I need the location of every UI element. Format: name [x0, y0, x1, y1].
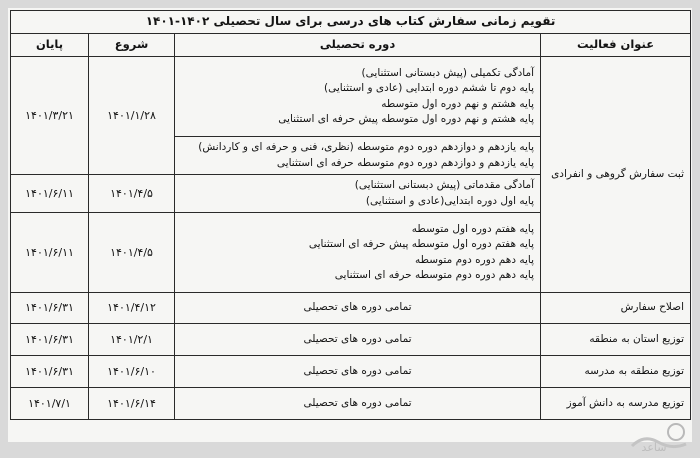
- course-cell: تمامی دوره های تحصیلی: [175, 388, 541, 420]
- end-date: ۱۴۰۱/۷/۱: [11, 388, 89, 420]
- document-sheet: [8, 8, 692, 442]
- header-start: شروع: [89, 34, 175, 57]
- start-date: ۱۴۰۱/۶/۱۴: [89, 388, 175, 420]
- course-line: پایه دهم دوره دوم متوسطه حرفه ای استثنایی: [334, 269, 535, 281]
- course-cell: [175, 137, 541, 175]
- header-course: دوره تحصیلی: [175, 34, 541, 57]
- table-row: [11, 388, 691, 420]
- start-date: ۱۴۰۱/۴/۵: [89, 213, 175, 293]
- start-date: ۱۴۰۱/۴/۵: [89, 175, 175, 213]
- course-line: آمادگی تکمیلی (پیش دبستانی استثنایی): [361, 66, 535, 79]
- course-cell: [175, 57, 541, 137]
- course-line: پایه یازدهم و دوازدهم دوره دوم متوسطه (نظری، فنی و حرفه ای و کاردانش): [198, 141, 535, 153]
- activity-cell: توزیع استان به منطقه: [541, 324, 691, 356]
- course-line: پایه اول دوره ابتدایی(عادی و استثنایی): [365, 194, 535, 207]
- end-date: ۱۴۰۱/۶/۳۱: [11, 324, 89, 356]
- course-line: پایه هشتم و نهم دوره اول متوسطه: [381, 97, 535, 110]
- course-cell: تمامی دوره های تحصیلی: [175, 356, 541, 388]
- activity-cell: توزیع مدرسه به دانش آموز: [541, 388, 691, 420]
- table-row: [11, 356, 691, 388]
- title-row: [11, 11, 691, 34]
- activity-cell: توزیع منطقه به مدرسه: [541, 356, 691, 388]
- start-date: ۱۴۰۱/۱/۲۸: [89, 57, 175, 175]
- course-line: پایه هفتم دوره اول متوسطه: [411, 222, 535, 235]
- course-line: پایه دوم تا ششم دوره ابتدایی (عادی و استثنایی): [323, 82, 535, 94]
- end-date: ۱۴۰۱/۶/۳۱: [11, 293, 89, 324]
- watermark-logo: [624, 420, 694, 454]
- end-date: ۱۴۰۱/۶/۳۱: [11, 356, 89, 388]
- header-end: پایان: [11, 34, 89, 57]
- table-row: [11, 324, 691, 356]
- course-line: آمادگی مقدماتی (پیش دبستانی استثنایی): [354, 179, 535, 191]
- header-activity: عنوان فعالیت: [541, 34, 691, 57]
- start-date: ۱۴۰۱/۶/۱۰: [89, 356, 175, 388]
- table-title: تقویم زمانی سفارش کتاب های درسی برای سال تحصیلی ۱۴۰۲-۱۴۰۱: [11, 11, 691, 34]
- table-row: [11, 57, 691, 137]
- start-date: ۱۴۰۱/۴/۱۲: [89, 293, 175, 324]
- course-cell: [175, 213, 541, 293]
- schedule-table: [10, 10, 691, 420]
- course-cell: تمامی دوره های تحصیلی: [175, 324, 541, 356]
- end-date: ۱۴۰۱/۶/۱۱: [11, 175, 89, 213]
- course-line: پایه هفتم دوره اول متوسطه پیش حرفه ای استثنایی: [308, 238, 535, 250]
- header-row: [11, 34, 691, 57]
- course-line: پایه یازدهم و دوازدهم دوره دوم متوسطه حرفه ای استثنایی: [276, 156, 535, 169]
- end-date: ۱۴۰۱/۳/۲۱: [11, 57, 89, 175]
- course-cell: [175, 175, 541, 213]
- course-cell: تمامی دوره های تحصیلی: [175, 293, 541, 324]
- course-line: پایه هشتم و نهم دوره اول متوسطه پیش حرفه ای استثنایی: [278, 113, 535, 125]
- watermark-text: ساعد: [641, 441, 667, 454]
- table-row: [11, 293, 691, 324]
- end-date: ۱۴۰۱/۶/۱۱: [11, 213, 89, 293]
- course-line: پایه دهم دوره دوم متوسطه: [414, 253, 535, 266]
- start-date: ۱۴۰۱/۲/۱: [89, 324, 175, 356]
- activity-cell: اصلاح سفارش: [541, 293, 691, 324]
- activity-group-order: ثبت سفارش گروهی و انفرادی: [541, 57, 691, 293]
